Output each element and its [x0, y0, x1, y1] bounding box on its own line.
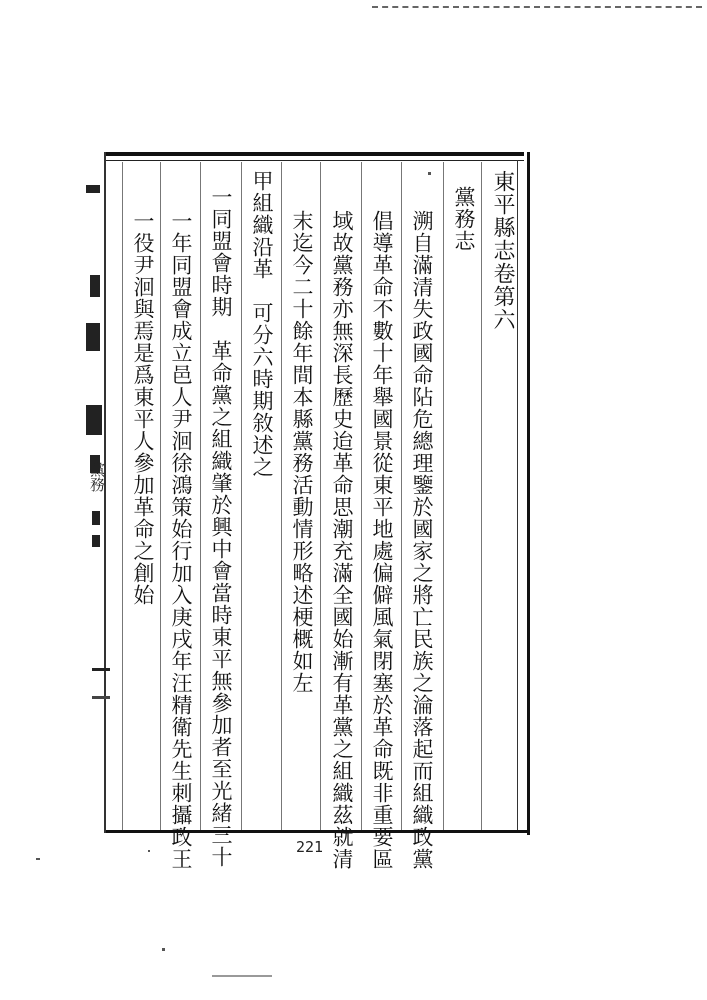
column-rule: [281, 162, 282, 830]
running-head: 黨務: [88, 462, 106, 492]
text-column-6: 一同盟會時期 革命黨之組織肇於興中會當時東平無參加者至光緒三十: [209, 186, 233, 868]
text-column-7: 一年同盟會成立邑人尹洄徐鴻策始行加入庚戌年汪精衛先生刺攝政王: [169, 210, 193, 870]
section-title: 黨務志: [452, 186, 476, 252]
column-rule: [481, 162, 482, 830]
page-number: 221: [296, 838, 324, 856]
binding-spine: [86, 155, 104, 833]
column-rule: [361, 162, 362, 830]
scan-speck: [162, 948, 165, 951]
spine-mark: [92, 535, 100, 547]
column-rule: [443, 162, 444, 830]
spine-mark: [86, 185, 100, 193]
text-column-5: 甲組織沿革 可分六時期敘述之: [250, 170, 274, 478]
column-rule: [160, 162, 161, 830]
spine-mark: [90, 275, 100, 297]
frame-top-border: [104, 152, 524, 156]
text-column-1: 溯自滿清失政國命阽危總理鑒於國家之將亡民族之淪落起而組織政黨: [410, 210, 434, 870]
scan-top-dash: [372, 6, 702, 8]
frame-right-border: [527, 152, 530, 835]
scan-speck: [148, 850, 150, 852]
text-column-4: 末迄今二十餘年間本縣黨務活動情形略述梗概如左: [290, 210, 314, 694]
column-rule: [200, 162, 201, 830]
spine-mark: [92, 511, 100, 525]
frame-top-inner-border: [104, 160, 524, 161]
text-column-3: 域故黨務亦無深長歷史迨革命思潮充滿全國始漸有革黨之組織茲就清: [330, 210, 354, 870]
column-rule: [241, 162, 242, 830]
volume-title: 東平縣志卷第六: [490, 170, 515, 331]
column-rule: [122, 162, 123, 830]
frame-left-border: [104, 152, 106, 833]
spine-mark: [86, 405, 102, 435]
text-column-8: 一役尹洄與焉是爲東平人參加革命之創始: [131, 210, 155, 606]
frame-right-inner-border: [517, 160, 518, 832]
column-rule: [320, 162, 321, 830]
column-rule: [401, 162, 402, 830]
scan-speck: [428, 172, 431, 175]
spine-mark: [86, 323, 100, 351]
scan-speck: [36, 858, 40, 860]
margin-fragment: [92, 668, 110, 671]
margin-fragment: [92, 696, 110, 699]
scan-speck: [212, 975, 272, 977]
text-column-2: 倡導革命不數十年舉國景從東平地處偏僻風氣閉塞於革命既非重要區: [370, 210, 394, 870]
